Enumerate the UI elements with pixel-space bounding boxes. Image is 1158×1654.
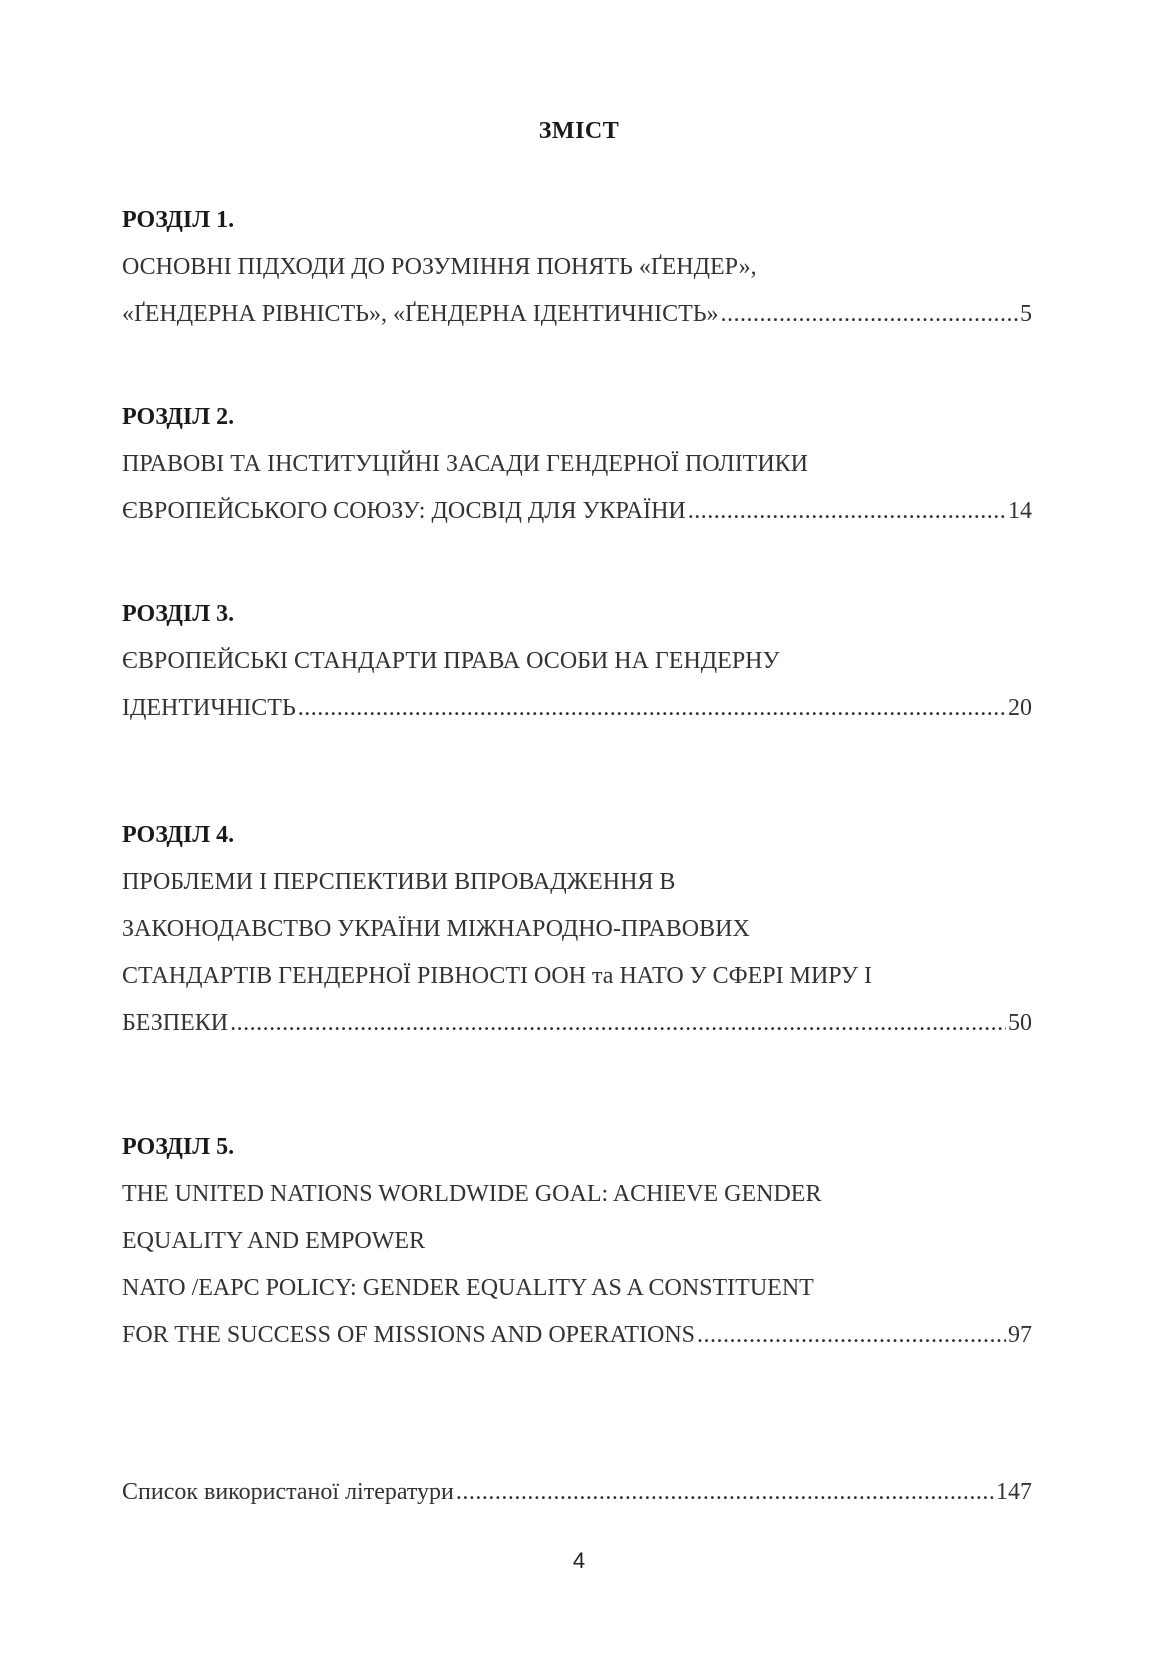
toc-entry-line[interactable] <box>122 1312 1032 1359</box>
section-heading: РОЗДІЛ 3. <box>122 601 235 627</box>
toc-entry-line[interactable] <box>122 291 1032 338</box>
toc-entry-line[interactable] <box>122 1469 1032 1516</box>
dot-leader <box>697 1312 1006 1359</box>
section-title-last-line: ЄВРОПЕЙСЬКОГО СОЮЗУ: ДОСВІД ДЛЯ УКРАЇНИ <box>122 498 686 524</box>
section-title-line: ПРАВОВІ ТА ІНСТИТУЦІЙНІ ЗАСАДИ ГЕНДЕРНОЇ ПОЛІТИКИ <box>122 451 809 477</box>
toc-section-5 <box>122 1124 1032 1359</box>
section-title-last-line: FOR THE SUCCESS OF MISSIONS AND OPERATIONS <box>122 1322 696 1348</box>
page-ref: 5 <box>1020 301 1032 327</box>
section-heading: РОЗДІЛ 5. <box>122 1134 235 1160</box>
dot-leader <box>721 291 1018 338</box>
section-title-line: THE UNITED NATIONS WORLDWIDE GOAL: ACHIEVE GENDER <box>122 1181 822 1207</box>
bibliography-label: Список використаної літератури <box>122 1479 454 1505</box>
page-ref: 147 <box>996 1479 1032 1505</box>
toc-section-1 <box>122 197 1032 338</box>
section-title-last-line: «ҐЕНДЕРНА РІВНІСТЬ», «ҐЕНДЕРНА ІДЕНТИЧНІСТЬ» <box>122 301 719 327</box>
toc-entry-line[interactable] <box>122 488 1032 535</box>
section-title-line: ЄВРОПЕЙСЬКІ СТАНДАРТИ ПРАВА ОСОБИ НА ГЕНДЕРНУ <box>122 648 780 674</box>
section-title-line: ОСНОВНІ ПІДХОДИ ДО РОЗУМІННЯ ПОНЯТЬ «ҐЕНДЕР», <box>122 254 757 280</box>
section-title-last-line: БЕЗПЕКИ <box>122 1010 229 1036</box>
page-ref: 97 <box>1008 1322 1032 1348</box>
section-title-line: NATO /EAPC POLICY: GENDER EQUALITY AS A CONSTITUENT <box>122 1275 814 1301</box>
page-ref: 50 <box>1008 1010 1032 1036</box>
section-heading: РОЗДІЛ 1. <box>122 207 235 233</box>
section-title-line: ЗАКОНОДАВСТВО УКРАЇНИ МІЖНАРОДНО-ПРАВОВИХ <box>122 916 750 942</box>
section-heading: РОЗДІЛ 2. <box>122 404 235 430</box>
dot-leader <box>688 488 1006 535</box>
toc-entry-line[interactable] <box>122 685 1032 732</box>
toc-entry-line[interactable] <box>122 1000 1032 1047</box>
dot-leader <box>456 1469 994 1516</box>
page-title: ЗМІСТ <box>538 118 620 144</box>
section-title-last-line: ІДЕНТИЧНІСТЬ <box>122 695 296 721</box>
toc-section-4 <box>122 812 1032 1047</box>
dot-leader <box>298 685 1006 732</box>
page-ref: 20 <box>1008 695 1032 721</box>
toc-bibliography <box>122 1469 1032 1516</box>
section-title-line: EQUALITY AND EMPOWER <box>122 1228 426 1254</box>
section-title-line: СТАНДАРТІВ ГЕНДЕРНОЇ РІВНОСТІ ООН та НАТО У СФЕРІ МИРУ І <box>122 963 873 989</box>
section-title-line: ПРОБЛЕМИ І ПЕРСПЕКТИВИ ВПРОВАДЖЕННЯ В <box>122 869 676 895</box>
section-heading: РОЗДІЛ 4. <box>122 822 235 848</box>
page-number: 4 <box>572 1548 586 1573</box>
toc-section-2 <box>122 394 1032 535</box>
page-ref: 14 <box>1008 498 1032 524</box>
toc-section-3 <box>122 591 1032 732</box>
dot-leader <box>230 1000 1006 1047</box>
